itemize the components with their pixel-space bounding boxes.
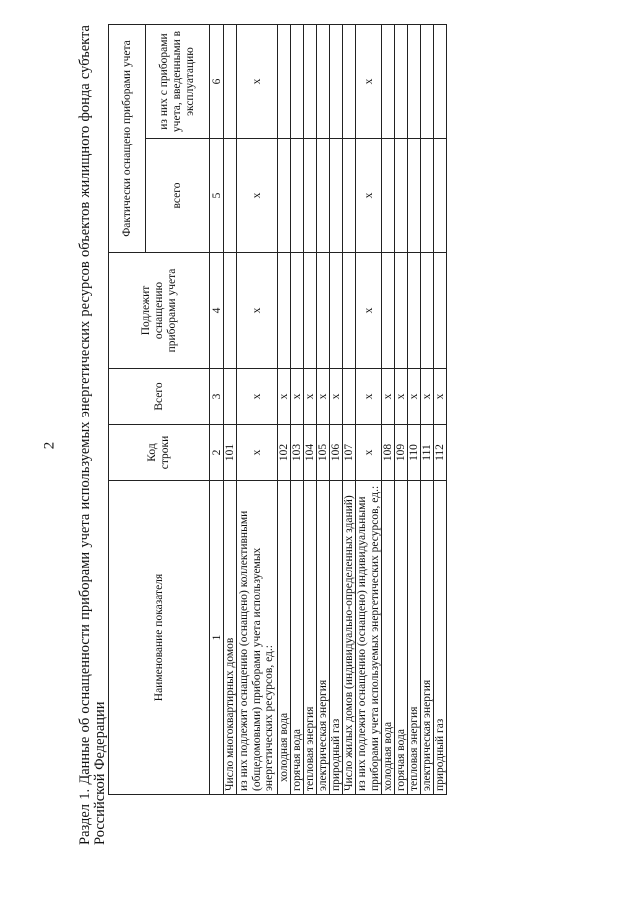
- row-fact-operating: [343, 24, 356, 138]
- table-row: [343, 24, 356, 794]
- row-total: [224, 369, 237, 425]
- row-name: Число жилых домов (индивидуально-определенных зданий): [343, 481, 356, 795]
- row-subject: [278, 253, 291, 369]
- table-row: [382, 24, 395, 794]
- row-fact-operating: [317, 24, 330, 138]
- row-total: x: [291, 369, 304, 425]
- row-fact-operating: [291, 24, 304, 138]
- row-subject: [291, 253, 304, 369]
- row-total: x: [317, 369, 330, 425]
- row-name: холодная вода: [278, 481, 291, 795]
- row-total: x: [382, 369, 395, 425]
- row-code: 109: [395, 425, 408, 481]
- row-code: 106: [330, 425, 343, 481]
- row-fact-operating: [224, 24, 237, 138]
- row-fact-total: [434, 139, 447, 253]
- row-total: x: [304, 369, 317, 425]
- row-code: x: [237, 425, 278, 481]
- column-number: 5: [210, 139, 224, 253]
- table-row: [408, 24, 421, 794]
- row-fact-total: [330, 139, 343, 253]
- row-code: 101: [224, 425, 237, 481]
- table-row: [304, 24, 317, 794]
- row-fact-operating: [304, 24, 317, 138]
- row-fact-total: [278, 139, 291, 253]
- row-fact-total: [343, 139, 356, 253]
- row-fact-operating: [395, 24, 408, 138]
- row-code: 104: [304, 425, 317, 481]
- row-name: тепловая энергия: [304, 481, 317, 795]
- header-code: Код строки: [109, 425, 210, 481]
- row-fact-total: [304, 139, 317, 253]
- row-fact-operating: [330, 24, 343, 138]
- row-fact-operating: [382, 24, 395, 138]
- table-row: [356, 24, 382, 794]
- header-actually-equipped: Фактически оснащено приборами учета: [109, 24, 146, 252]
- row-subject: [395, 253, 408, 369]
- row-code: 112: [434, 425, 447, 481]
- row-total: x: [408, 369, 421, 425]
- row-subject: [421, 253, 434, 369]
- table-row: [237, 24, 278, 794]
- row-fact-total: [408, 139, 421, 253]
- row-total: x: [356, 369, 382, 425]
- row-code: 107: [343, 425, 356, 481]
- row-total: x: [395, 369, 408, 425]
- row-fact-total: [317, 139, 330, 253]
- header-name: Наименование показателя: [109, 481, 210, 795]
- row-total: x: [330, 369, 343, 425]
- column-number: 3: [210, 369, 224, 425]
- row-name: горячая вода: [395, 481, 408, 795]
- row-total: x: [434, 369, 447, 425]
- row-fact-total: [382, 139, 395, 253]
- row-subject: [343, 253, 356, 369]
- row-subject: [224, 253, 237, 369]
- row-fact-operating: [434, 24, 447, 138]
- table-row: [330, 24, 343, 794]
- row-fact-operating: [408, 24, 421, 138]
- table-row: [224, 24, 237, 794]
- row-name: тепловая энергия: [408, 481, 421, 795]
- row-total: x: [278, 369, 291, 425]
- page-number: 2: [41, 441, 58, 450]
- row-name: холодная вода: [382, 481, 395, 795]
- table-row: [278, 24, 291, 794]
- column-number: 6: [210, 24, 224, 138]
- row-fact-total: x: [237, 139, 278, 253]
- metering-table: [108, 24, 447, 795]
- row-fact-operating: [278, 24, 291, 138]
- row-total: x: [421, 369, 434, 425]
- row-name: из них подлежит оснащению (оснащено) коллективными (общедомовыми) приборами учета используемых энергетических ресурсов, ед.:: [237, 481, 278, 795]
- row-subject: x: [237, 253, 278, 369]
- row-fact-total: [395, 139, 408, 253]
- row-code: 111: [421, 425, 434, 481]
- header-actually-equipped-operating: из них с приборами учета, введенными в эксплуатацию: [146, 24, 210, 138]
- row-name: электрическая энергия: [317, 481, 330, 795]
- row-fact-operating: x: [356, 24, 382, 138]
- table-row: [421, 24, 434, 794]
- row-subject: [317, 253, 330, 369]
- row-fact-operating: [421, 24, 434, 138]
- row-code: 102: [278, 425, 291, 481]
- row-subject: [434, 253, 447, 369]
- row-name: из них подлежит оснащению (оснащено) индивидуальными приборами учета используемых энергетических ресурсов, ед.:: [356, 481, 382, 795]
- row-name: Число многоквартирных домов: [224, 481, 237, 795]
- row-subject: [330, 253, 343, 369]
- table-row: [395, 24, 408, 794]
- header-actually-equipped-total: всего: [146, 139, 210, 253]
- header-subject-to-metering: Подлежит оснащению приборами учета: [109, 253, 210, 369]
- row-subject: x: [356, 253, 382, 369]
- table-row: [291, 24, 304, 794]
- row-total: x: [237, 369, 278, 425]
- row-subject: [382, 253, 395, 369]
- column-number: 1: [210, 481, 224, 795]
- header-total: Всего: [109, 369, 210, 425]
- table-row: [317, 24, 330, 794]
- row-name: электрическая энергия: [421, 481, 434, 795]
- row-fact-total: x: [356, 139, 382, 253]
- row-fact-total: [421, 139, 434, 253]
- row-code: 110: [408, 425, 421, 481]
- column-number-row: [210, 24, 224, 794]
- column-number: 4: [210, 253, 224, 369]
- row-code: 103: [291, 425, 304, 481]
- column-number: 2: [210, 425, 224, 481]
- row-name: горячая вода: [291, 481, 304, 795]
- row-code: x: [356, 425, 382, 481]
- row-name: природный газ: [330, 481, 343, 795]
- row-subject: [304, 253, 317, 369]
- table-row: [434, 24, 447, 794]
- row-name: природный газ: [434, 481, 447, 795]
- row-subject: [408, 253, 421, 369]
- row-code: 105: [317, 425, 330, 481]
- row-code: 108: [382, 425, 395, 481]
- row-total: [343, 369, 356, 425]
- row-fact-operating: x: [237, 24, 278, 138]
- row-fact-total: [224, 139, 237, 253]
- section-title: Раздел 1. Данные об оснащенности приборами учета используемых энергетических ресурсов объектов жилищного фонда субъекта Российской Федерации: [77, 25, 108, 845]
- row-fact-total: [291, 139, 304, 253]
